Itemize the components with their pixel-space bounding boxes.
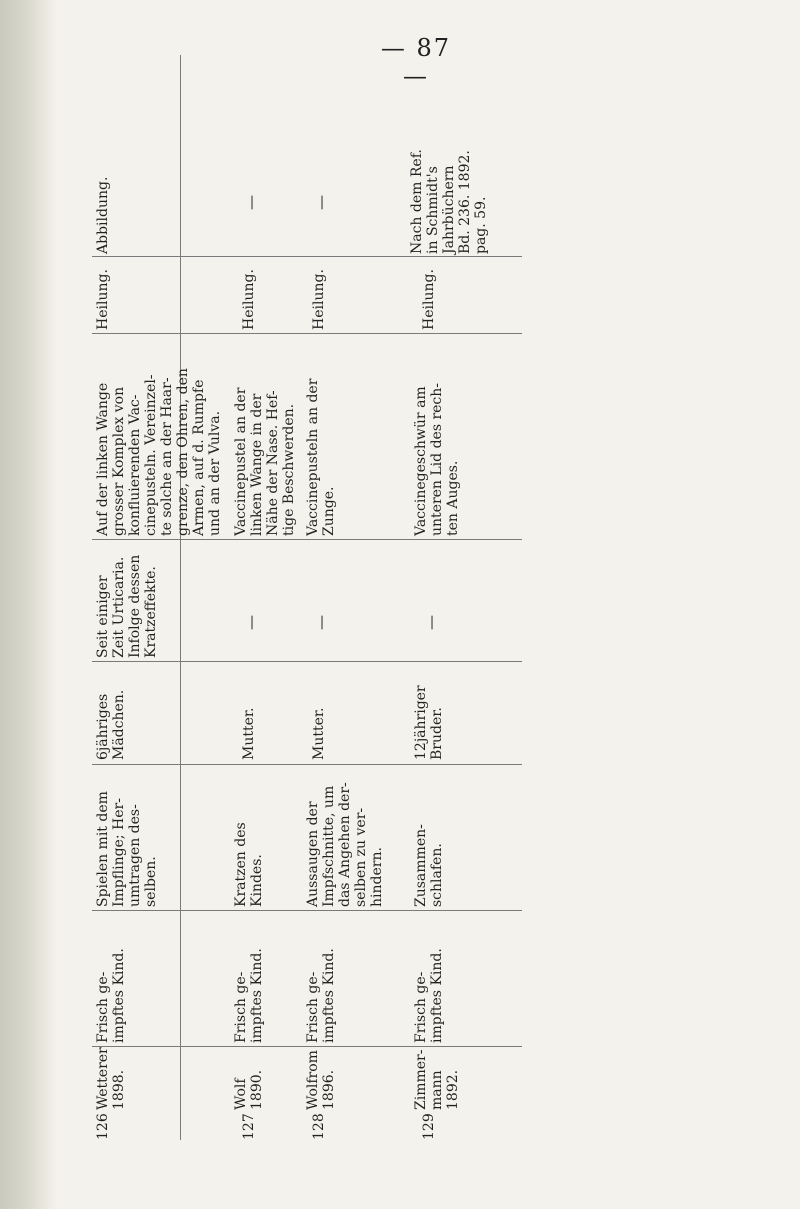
location-line: grosser Komplex von [111, 386, 127, 536]
location-line: linken Wange in der [249, 393, 265, 536]
location-line: ten Auges. [445, 460, 461, 536]
prior-line: Kratzeffekte. [143, 566, 159, 658]
location-line: te solche an der Haar- [159, 377, 175, 536]
source-line: Frisch ge- [95, 971, 111, 1043]
prior-dash: — [242, 615, 260, 630]
author-line: mann [429, 1070, 445, 1110]
col-separator [92, 1046, 522, 1047]
source-line: impftes Kind. [249, 948, 265, 1043]
figure-line: in Schmidt's [425, 166, 441, 254]
location-line: tige Beschwerden. [281, 403, 297, 536]
patient-line: Bruder. [429, 707, 445, 760]
col-separator [92, 910, 522, 911]
col-separator [92, 256, 522, 257]
outcome: Heilung. [311, 269, 327, 330]
location-line: Nähe der Nase. Hef- [265, 390, 281, 536]
row-number: 129 [421, 1113, 437, 1140]
binding-gutter [0, 0, 58, 1209]
mode-line: schlafen. [429, 843, 445, 907]
location-line: unteren Lid des rech- [429, 382, 445, 536]
author-line: 1896. [321, 1069, 337, 1110]
mode-line: selben zu ver- [353, 807, 369, 907]
figure-dash: — [242, 195, 260, 210]
row-number: 127 [241, 1113, 257, 1140]
mode-line: das Angehen der- [337, 782, 353, 907]
prior-line: Infolge dessen [127, 554, 143, 658]
page-number: — 87 — [380, 34, 452, 90]
outcome: Heilung. [241, 269, 257, 330]
col-separator [92, 539, 522, 540]
mode-line: Kindes. [249, 854, 265, 907]
source-line: impftes Kind. [111, 948, 127, 1043]
location-line: Zunge. [321, 486, 337, 536]
location-line: Vaccinegeschwür am [413, 386, 429, 536]
author-line: Wolfrom [305, 1050, 321, 1110]
source-line: impftes Kind. [429, 948, 445, 1043]
source-line: Frisch ge- [413, 971, 429, 1043]
prior-dash: — [312, 615, 330, 630]
figure-line: Nach dem Ref. [409, 149, 425, 254]
figure-line: Jahrbüchern [441, 165, 457, 254]
row-number: 126 [95, 1113, 111, 1140]
author-line: Wolf [233, 1078, 249, 1110]
mode-line: umtragen des- [127, 804, 143, 907]
source-line: Frisch ge- [233, 971, 249, 1043]
patient-line: 6jähriges [95, 693, 111, 760]
figure-line: Bd. 236. 1892. [457, 150, 473, 254]
mode-line: selben. [143, 856, 159, 907]
prior-dash: — [422, 615, 440, 630]
mode-line: Kratzen des [233, 822, 249, 907]
location-line: konfluierenden Vac- [127, 394, 143, 536]
rotated-table [92, 55, 522, 1140]
outcome: Heilung. [421, 269, 437, 330]
patient-line: Mutter. [241, 707, 257, 760]
mode-line: Spielen mit dem [95, 791, 111, 907]
author-line: 1890. [249, 1069, 265, 1110]
col-separator [92, 661, 522, 662]
prior-line: Seit einiger [95, 575, 111, 658]
outcome: Heilung. [95, 269, 111, 330]
location-line: cinepusteln. Vereinzel- [143, 374, 159, 536]
row-number: 128 [311, 1113, 327, 1140]
col-separator [92, 764, 522, 765]
mode-line: Aussaugen der [305, 801, 321, 907]
location-line: grenze, den Ohren, den [175, 368, 191, 536]
col-separator [92, 333, 522, 334]
author-line: Wetterer [95, 1047, 111, 1110]
location-line: Vaccinepusteln an der [305, 378, 321, 536]
row-separator [180, 55, 181, 1140]
mode-line: Zusammen- [413, 824, 429, 907]
figure-line: pag. 59. [473, 196, 489, 254]
location-line: Auf der linken Wange [95, 382, 111, 536]
patient-line: Mädchen. [111, 689, 127, 760]
figure-dash: — [312, 195, 330, 210]
prior-line: Zeit Urticaria. [111, 556, 127, 658]
mode-line: Impflinge; Her- [111, 798, 127, 907]
author-line: Zimmer- [413, 1049, 429, 1110]
mode-line: hindern. [369, 847, 385, 907]
figure-header: Abbildung. [95, 176, 111, 254]
patient-line: 12jähriger [413, 685, 429, 760]
source-line: Frisch ge- [305, 971, 321, 1043]
location-line: Vaccinepustel an der [233, 387, 249, 536]
mode-line: Impfschnitte, um [321, 785, 337, 907]
location-line: und an der Vulva. [207, 410, 223, 536]
author-line: 1898. [111, 1069, 127, 1110]
author-line: 1892. [445, 1069, 461, 1110]
source-line: impftes Kind. [321, 948, 337, 1043]
location-line: Armen, auf d. Rumpfe [191, 379, 207, 536]
patient-line: Mutter. [311, 707, 327, 760]
